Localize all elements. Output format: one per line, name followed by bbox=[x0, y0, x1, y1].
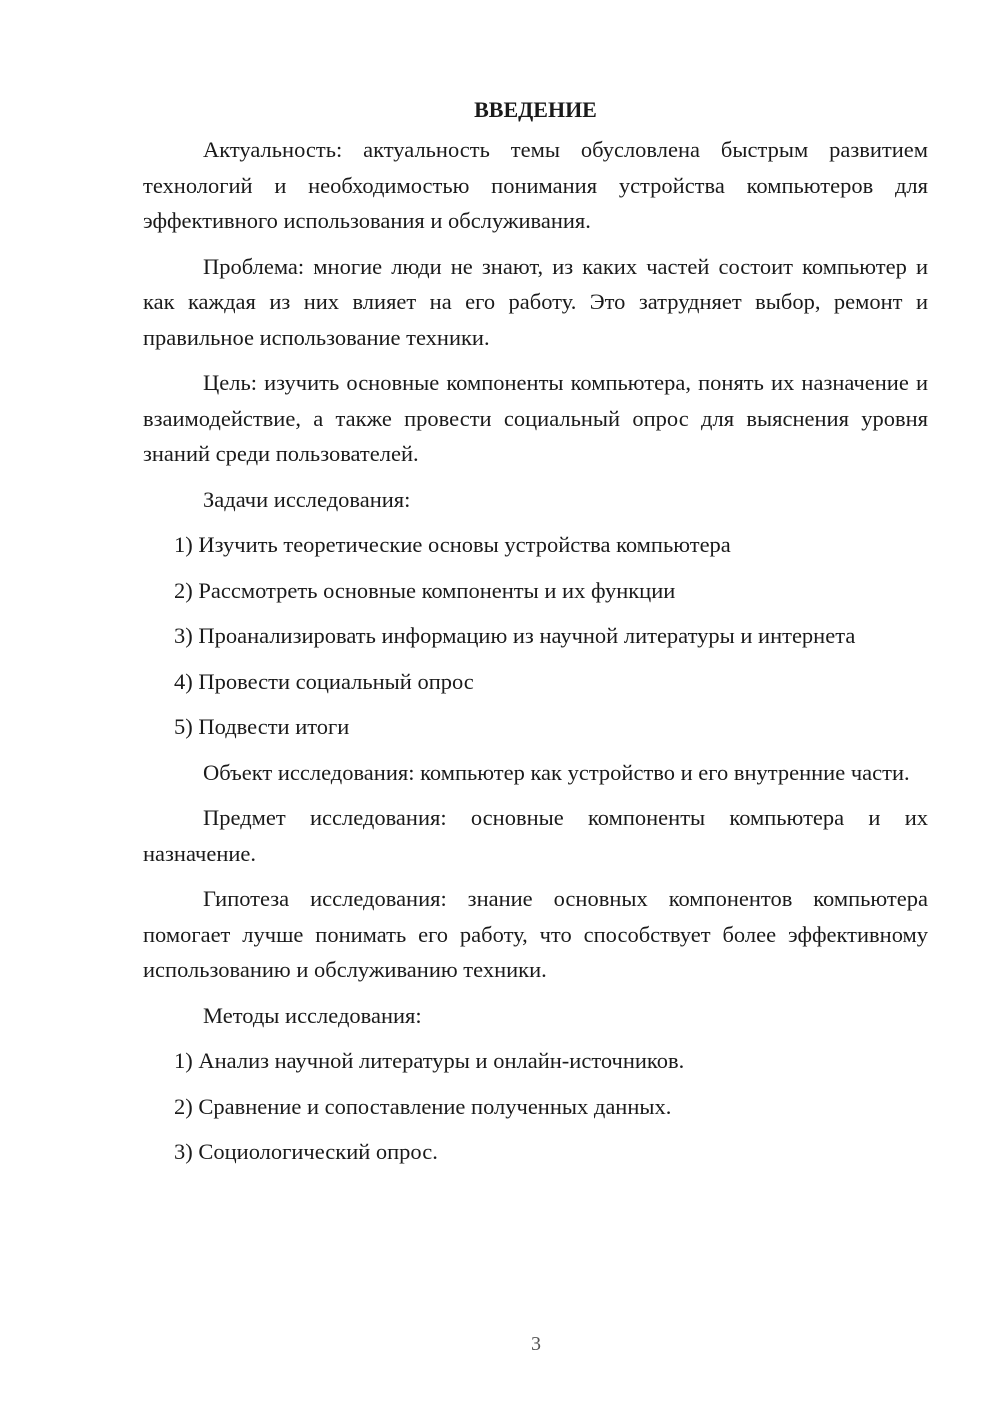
list-item: 1) Анализ научной литературы и онлайн-источников. bbox=[174, 1048, 685, 1073]
paragraph-goal: Цель: изучить основные компоненты компьютера, понять их назначение и взаимодействие, а также провести социальный опрос для выяснения уровня знаний среди пользователей. bbox=[143, 370, 928, 466]
document-page bbox=[143, 92, 928, 1180]
paragraph-object: Объект исследования: компьютер как устройство и его внутренние части. bbox=[203, 759, 910, 785]
list-item: 2) Рассмотреть основные компоненты и их функции bbox=[174, 577, 676, 603]
list-item: 3) Проанализировать информацию из научной литературы и интернета bbox=[174, 623, 856, 648]
list-item: 2) Сравнение и сопоставление полученных данных. bbox=[174, 1093, 672, 1119]
tasks-heading: Задачи исследования: bbox=[203, 486, 411, 512]
paragraph-subject: Предмет исследования: основные компоненты компьютера и их назначение. bbox=[143, 805, 928, 866]
paragraph-relevance: Актуальность: актуальность темы обусловлена быстрым развитием технологий и необходимостью понимания устройства компьютеров для эффективного использования и обслуживания. bbox=[143, 137, 928, 233]
list-item: 5) Подвести итоги bbox=[174, 714, 350, 739]
list-item: 1) Изучить теоретические основы устройства компьютера bbox=[174, 532, 731, 557]
tasks-list bbox=[143, 527, 928, 745]
paragraph-problem: Проблема: многие люди не знают, из каких частей состоит компьютер и как каждая из них влияет на его работу. Это затрудняет выбор, ремонт и правильное использование техники. bbox=[143, 253, 928, 350]
paragraph-hypothesis: Гипотеза исследования: знание основных компонентов компьютера помогает лучше понимать его работу, что способствует более эффективному использованию и обслуживанию техники. bbox=[143, 886, 928, 982]
methods-list bbox=[143, 1043, 928, 1170]
section-title: ВВЕДЕНИЕ bbox=[474, 97, 597, 122]
list-item: 4) Провести социальный опрос bbox=[174, 668, 474, 694]
list-item: 3) Социологический опрос. bbox=[174, 1139, 438, 1164]
methods-heading: Методы исследования: bbox=[203, 1002, 422, 1028]
page-number: 3 bbox=[531, 1333, 541, 1355]
